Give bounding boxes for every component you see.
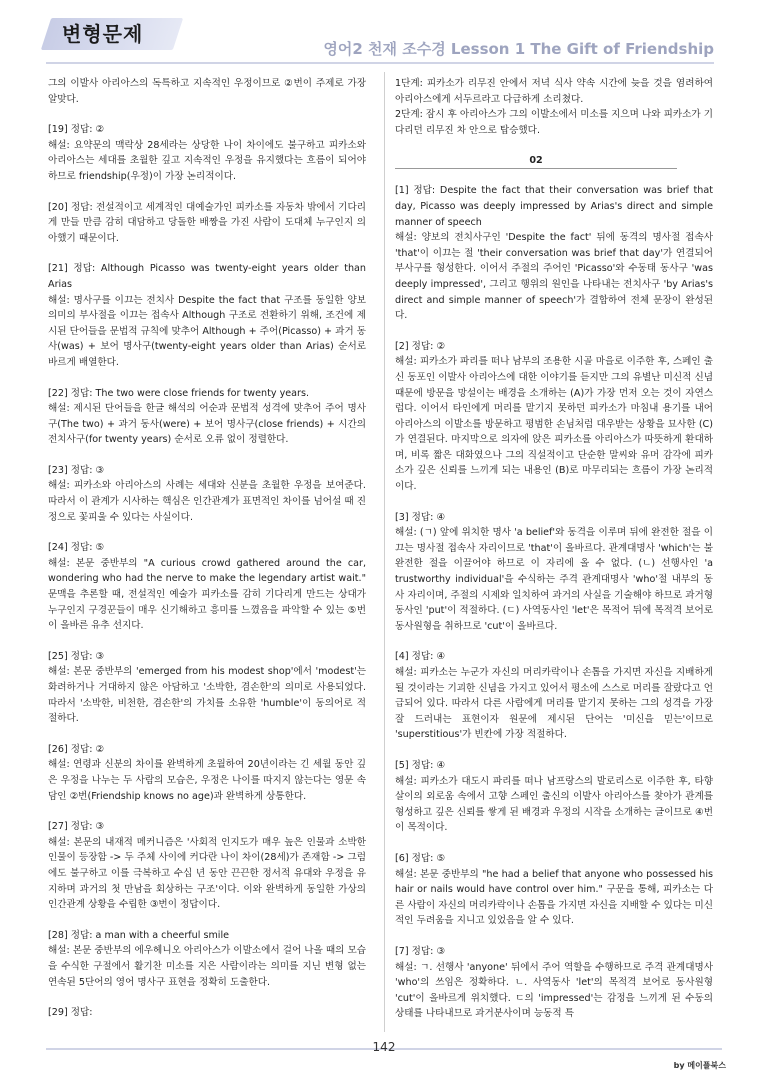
- explanation-line: 해설: 연령과 신분의 차이를 완벽하게 초월하여 20년이라는 긴 세월 동안 깊은 우정을 나누는 두 사람의 모습은, 우정은 나이를 따지지 않는다는 영문 속담인 ②번(Friendship knows no age)과 완벽하게 상통한다.: [48, 759, 366, 802]
- explanation-line: 해설: 본문의 내재적 메커니즘은 '사회적 인지도가 매우 높은 인물과 소박한 인물이 등장함 -> 두 주체 사이에 커다란 나이 차이(28세)가 존재함 -> 그럼에도 불구하고 이를 극복하고 수십 년 동안 끈끈한 정서적 유대와 우정을 유지하며 과거의 첫 만남을 회상하는 구조'이다. 이와 완벽하게 동일한 가상의 인간관계 상황을 수립한 ③번이 정답이다.: [48, 836, 366, 911]
- explanation-line: 해설: 피카소와 아리아스의 사례는 세대와 신분을 초월한 우정을 보여준다. 따라서 이 관계가 시사하는 핵심은 인간관계가 표면적인 차이를 넘어설 때 진정으로 꽃피울 수 있다는 사실이다.: [48, 480, 366, 523]
- explanation-line: 해설: 피카소가 파리를 떠나 남부의 조용한 시골 마을로 이주한 후, 스페인 출신 동포인 이발사 아리아스에 대한 이야기를 듣지만 그의 유별난 미신적 신념 때문에 방문을 망설이는 배경을 소개하는 (A)가 가장 먼저 오는 것이 자연스럽다. 이어서 타인에게 머리를 맡기지 못하던 피카소가 마침내 용기를 내어 아리아스의 이발소를 방문하고 평범한 손님처럼 대우받는 상황을 묘사한 (C)가 연결된다. 마지막으로 의자에 앉은 피카소를 아리아스가 따뜻하게 환대하며, 비록 짧은 대화였으나 그의 직설적이고 단순한 말씨와 유머 감각에 피카소가 깊은 신뢰를 느끼게 되는 내용인 (B)로 마무리되는 흐름이 가장 논리적이다.: [395, 356, 713, 493]
- explanation-line: 해설: ㄱ. 선행사 'anyone' 뒤에서 주어 역할을 수행하므로 주격 관계대명사 'who'의 쓰임은 정확하다. ㄴ. 사역동사 'let'의 목적격 보어로 동사원형 'cut'이 올바르게 위치했다. ㄷ의 'impressed'는 감정을 느끼게 된 수동의 상태를 나타내므로 과거분사이며 능동적 특: [395, 961, 713, 1020]
- explanation-line: 2단계: 잠시 후 아리아스가 그의 이발소에서 미소를 지으며 나와 피카소가 기다리던 리무진 차 안으로 탑승했다.: [395, 109, 713, 136]
- answer-line: [22] 정답: The two were close friends for twenty years.: [48, 387, 310, 399]
- header-rule: [46, 62, 714, 64]
- explanation-line: 해설: 피카소가 대도시 파리를 떠나 남프랑스의 발로리스로 이주한 후, 타향살이의 외로움 속에서 고향 스페인 출신의 이발사 아리아스를 찾아가 관계를 형성하고 깊은 신뢰를 쌓게 된 배경과 우정의 시작을 소개하는 글이므로 ④번이 목적이다.: [395, 775, 713, 834]
- answer-line: [26] 정답: ②: [48, 743, 105, 755]
- answer-block: [48, 200, 366, 247]
- right-top-block: [395, 76, 713, 138]
- answer-line: [7] 정답: ③: [395, 945, 446, 957]
- explanation-line: 해설: 본문 중반부의 'emerged from his modest shop'에서 'modest'는 화려하거나 거대하지 않은 아담하고 '소박한, 겸손한'의 의미로 사용되었다. 따라서 '소박한, 비천한, 겸손한'의 가치를 소유한 'humble'이 동의어로 적절하다.: [48, 666, 366, 725]
- answer-line: [21] 정답: Although Picasso was twenty-eight years older than Arias: [48, 263, 366, 290]
- explanation-line: 해설: 양보의 전치사구인 'Despite the fact' 뒤에 동격의 명사절 접속사 'that'이 이끄는 절 'their conversation was brief that day'가 연결되어 부사구를 형성한다. 이어서 주절의 주어인 'Picasso'와 수동태 동사구 'was deeply impressed', 그리고 행위의 원인을 나타내는 전치사구 'by Arias's direct and simple manner of speech'가 결합하여 전체 문장이 완성된다.: [395, 232, 713, 322]
- page-number: 142: [372, 1040, 396, 1054]
- explanation-line: 해설: 본문 중반부의 에우헤니오 아리아스가 이발소에서 걸어 나올 때의 모습을 수식한 구절에서 활기찬 미소를 지은 사람이라는 의미를 지닌 변형 없는 연속된 5단어의 영어 명사구 표현을 정확히 도출한다.: [48, 945, 366, 988]
- answer-block: [48, 928, 366, 990]
- explanation-line: 해설: 요약문의 맥락상 28세라는 상당한 나이 차이에도 불구하고 피카소와 아리아스는 세대를 초월한 깊고 지속적인 우정을 유지했다는 흐름이 되어야 하므로 friendship(우정)이 가장 논리적이다.: [48, 139, 366, 182]
- header-title: 영어2 천재 조수경 Lesson 1 The Gift of Friendship: [323, 40, 714, 58]
- answer-line: [23] 정답: ③: [48, 464, 105, 476]
- answer-line: [25] 정답: ③: [48, 650, 105, 662]
- answer-block: [48, 76, 366, 107]
- answer-line: [3] 정답: ④: [395, 511, 446, 523]
- answer-line: [27] 정답: ③: [48, 821, 105, 833]
- answer-block: [395, 649, 713, 743]
- right-column: [395, 76, 713, 1037]
- answer-block: [395, 851, 713, 929]
- column-divider: [384, 72, 385, 1032]
- page-header: [0, 0, 768, 70]
- right-body: [395, 183, 713, 1022]
- answer-block: [48, 540, 366, 634]
- answer-line: [24] 정답: ⑤: [48, 542, 105, 554]
- answer-line: [2] 정답: ②: [395, 340, 446, 352]
- explanation-line: 해설: (ㄱ) 앞에 위치한 명사 'a belief'와 동격을 이루며 뒤에 완전한 절을 이끄는 명사절 접속사 자리이므로 'that'이 올바르다. 관계대명사 'which'는 불완전한 절을 이끌어야 하므로 이 자리에 올 수 없다. (ㄴ) 선행사인 'a trustworthy individual'을 수식하는 주격 관계대명사 'who'절 내부의 동사 자리이며, 주절의 시제와 일치하여 과거의 사실을 기술해야 하므로 과거형 동사인 'put'이 적절하다. (ㄷ) 사역동사인 'let'은 목적어 뒤에 목적격 보어로 동사원형을 취하므로 'cut'이 올바르다.: [395, 527, 713, 632]
- answer-block: [395, 510, 713, 635]
- explanation-line: 해설: 제시된 단어들을 한글 해석의 어순과 문법적 성격에 맞추어 주어 명사구(The two) + 과거 동사(were) + 보어 명사구(close friends) + 시간의 전치사구(for twenty years) 순서로 오류 없이 정렬한다.: [48, 403, 366, 446]
- answer-block: [395, 944, 713, 1022]
- explanation-line: 해설: 명사구를 이끄는 전치사 Despite the fact that 구조를 동일한 양보 의미의 부사절을 이끄는 접속사 Although 구조로 전환하기 위해, 조건에 제시된 단어들을 문법적 규칙에 맞추어 Although + 주어(Picasso) + 과거 동사(was) + 보어 명사구(twenty-eight years older than Arias) 순서로 바르게 배열한다.: [48, 294, 366, 368]
- answer-line: 그의 이발사 아리아스의 독특하고 지속적인 우정이므로 ②번이 주제로 가장 알맞다.: [48, 78, 366, 105]
- answer-block: [48, 261, 366, 370]
- answer-block: [395, 339, 713, 495]
- answer-line: [5] 정답: ④: [395, 759, 446, 771]
- explanation-line: 해설: 본문 중반부의 "he had a belief that anyone who possessed his hair or nails would have control over him." 구문을 통해, 피카소는 다른 사람이 자신의 머리카락이나 손톱을 가지면 자신을 지배할 수 있다는 미신적인 두려움을 지니고 있었음을 알 수 있다.: [395, 868, 713, 927]
- header-badge: 변형문제: [62, 22, 144, 46]
- answer-line: [6] 정답: ⑤: [395, 852, 446, 864]
- answer-block: [395, 76, 713, 138]
- answer-block: [395, 183, 713, 323]
- answer-block: [48, 122, 366, 184]
- answer-block: [48, 386, 366, 448]
- answer-line: [4] 정답: ④: [395, 651, 446, 663]
- answer-block: [48, 463, 366, 525]
- answer-block: [395, 758, 713, 836]
- explanation-line: 해설: 본문 중반부의 "A curious crowd gathered around the car, wondering who had the nerve to make the legendary artist wait." 문맥을 추론할 때, 전설적인 예술가 피카소를 감히 기다리게 만드는 상대가 누구인지 구경꾼들이 매우 신기해하고 흥미를 느꼈음을 파악할 수 있는 ⑤번이 올바른 유추 선지다.: [48, 557, 366, 632]
- answer-block: [48, 649, 366, 727]
- answer-line: [29] 정답:: [48, 1007, 93, 1019]
- explanation-line: 해설: 피카소는 누군가 자신의 머리카락이나 손톱을 가지면 자신을 지배하게 될 것이라는 기괴한 신념을 가지고 있어서 평소에 스스로 머리를 잘랐다고 언급되어 있다. 따라서 다른 사람에게 머리를 맡기지 못하는 그의 성격을 가장 잘 드러내는 표현이자 원문에 제시된 단어는 '미신을 믿는'이므로 'superstitious'가 빈칸에 가장 적절하다.: [395, 667, 713, 741]
- answer-line: [28] 정답: a man with a cheerful smile: [48, 929, 230, 941]
- answer-line: [1] 정답: Despite the fact that their conversation was brief that day, Picasso was deeply impressed by Arias's direct and simple manner of speech: [395, 185, 713, 228]
- section-label: 02: [395, 153, 677, 169]
- answer-block: [48, 742, 366, 804]
- answer-line: [19] 정답: ②: [48, 124, 105, 136]
- answer-block: [48, 1005, 366, 1021]
- answer-block: [48, 819, 366, 913]
- answer-line: [20] 정답: 전설적이고 세계적인 대예술가인 피카소를 자동차 밖에서 기다리게 만들 만큼 감히 대담하고 당돌한 배짱을 가진 사람이 도대체 누구인지 의아했기 때문이다.: [48, 201, 366, 244]
- answer-line: 1단계: 피카소가 리무진 안에서 저녁 식사 약속 시간에 늦을 것을 염려하여 아리아스에게 서두르라고 다급하게 소리쳤다.: [395, 78, 713, 105]
- publisher-brand: by 메이플북스: [673, 1061, 726, 1070]
- left-column: [48, 76, 366, 1036]
